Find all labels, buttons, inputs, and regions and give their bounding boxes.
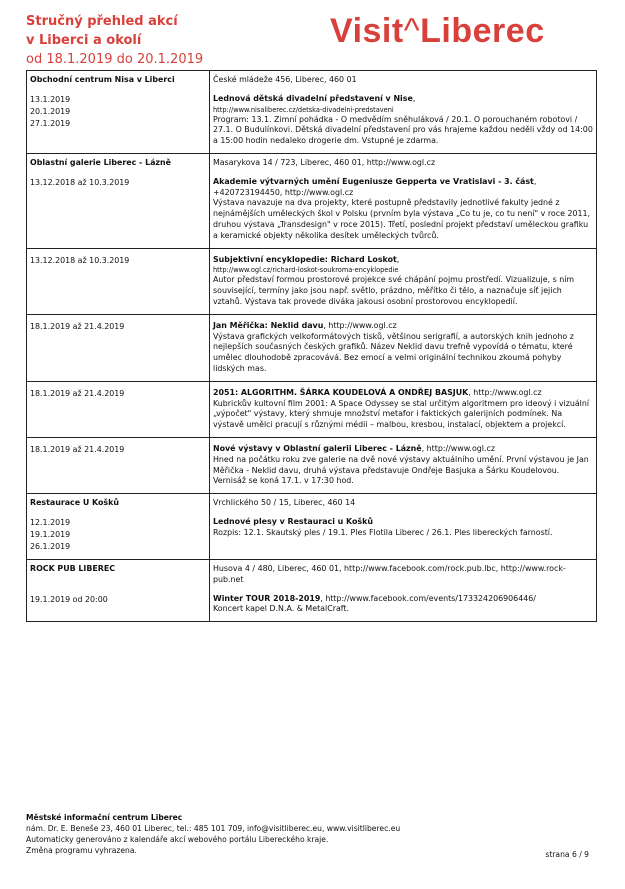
event-date: 18.1.2019 až 21.4.2019 <box>30 321 125 331</box>
event-row <box>27 91 597 154</box>
logo-liberec: Liberec <box>420 12 545 50</box>
event-url-link[interactable]: http://www.ogl.cz/richard-loskot-soukroma-encyklopedie <box>213 266 399 275</box>
event-date: 12.1.2019 <box>30 517 71 527</box>
logo-caret: ^ <box>403 12 421 50</box>
event-date: 20.1.2019 <box>30 106 71 116</box>
events-table <box>26 70 597 622</box>
venue-address: Husova 4 / 480, Liberec, 460 01, http://www.facebook.com/rock.pub.lbc, http://www.rock-pub.net <box>210 559 597 590</box>
event-description: Výstava grafických velkoformátových tisků, většinou serigrafií, a autorských knih jednoho z nejlepších současných českých grafiků. Název Neklid davu trefně vypovídá o tématu, které umělec dlouhodobě zpracovává. Bez emocí a velmi originální technikou zkoumá pohyby lidských mas. <box>213 331 574 373</box>
footer-note-generated: Automaticky generováno z kalendáře akcí webového portálu Libereckého kraje. <box>26 835 329 844</box>
footer <box>26 812 597 856</box>
event-title: Jan Měřička: Neklid davu <box>213 320 324 330</box>
footer-org: Městské informační centrum Liberec <box>26 813 183 822</box>
event-description: Koncert kapel D.N.A. & MetalCraft. <box>213 604 350 614</box>
page-number: strana 6 / 9 <box>545 850 589 859</box>
venue-address: Vrchlického 50 / 15, Liberec, 460 14 <box>210 494 597 514</box>
event-row <box>27 174 597 248</box>
event-row <box>27 381 597 437</box>
venue-row <box>27 71 597 91</box>
venue-row <box>27 153 597 173</box>
event-title-suffix: , http://www.ogl.cz <box>421 443 495 453</box>
event-row <box>27 248 597 314</box>
event-info <box>210 437 597 493</box>
visit-liberec-logo <box>330 8 545 54</box>
event-title: Akademie výtvarných umění Eugeniusze Gepperta ve Vratislavi - 3. část <box>213 176 534 186</box>
event-date: 13.12.2018 až 10.3.2019 <box>30 255 130 265</box>
venue-name: Obchodní centrum Nisa v Liberci <box>27 71 210 91</box>
venue-row <box>27 494 597 514</box>
event-row <box>27 591 597 622</box>
event-title: 2051: ALGORITHM. ŠÁRKA KOUDELOVÁ A ONDŘEJ BASJUK <box>213 387 469 397</box>
event-date: 26.1.2019 <box>30 541 71 551</box>
event-info <box>210 91 597 154</box>
event-title-suffix: , http://www.ogl.cz <box>468 387 542 397</box>
event-info <box>210 591 597 622</box>
logo-visit: Visit <box>330 12 404 50</box>
event-dates <box>27 437 210 493</box>
event-date: 13.1.2019 <box>30 94 71 104</box>
event-title: Lednová dětská divadelní představení v Nise <box>213 93 413 103</box>
title-line-2: v Liberci a okolí <box>26 33 142 48</box>
event-title: Lednové plesy v Restauraci u Košků <box>213 516 373 526</box>
venue-address: Masarykova 14 / 723, Liberec, 460 01, http://www.ogl.cz <box>210 153 597 173</box>
venue-address: České mládeže 456, Liberec, 460 01 <box>210 71 597 91</box>
event-date: 19.1.2019 <box>30 529 71 539</box>
event-dates <box>27 514 210 560</box>
footer-contact: nám. Dr. E. Beneše 23, 460 01 Liberec, tel.: 485 101 709, info@visitliberec.eu, www.visitliberec.eu <box>26 824 401 833</box>
event-dates <box>27 91 210 154</box>
event-description: Autor představí formou prostorové projekce své chápání pojmu prostředí. Vizualizuje, s ním související, termíny jako jsou např. světlo, prázdno, měřítko či tělo, a naznačuje síť jejich vztahů. Výstava tak provede diváka jakousi osobní prostorovou encyklopedií. <box>213 275 575 306</box>
event-row <box>27 437 597 493</box>
footer-note-changes: Změna programu vyhrazena. <box>26 846 137 855</box>
event-dates <box>27 174 210 248</box>
event-title-suffix: , http://www.ogl.cz <box>323 320 397 330</box>
event-description: Hned na počátku roku zve galerie na dvě nové výstavy aktuálního umění. První výstavou je Jan Měřička - Neklid davu, druhá výstava představuje Ondřeje Basjuka a Šárku Koudelovou. Vernisáž se koná 17.1. v 17:30 hod. <box>213 454 589 486</box>
event-date: 19.1.2019 od 20:00 <box>30 594 108 604</box>
venue-row <box>27 559 597 590</box>
event-row <box>27 314 597 381</box>
event-title-suffix: , <box>412 93 416 103</box>
event-info <box>210 314 597 381</box>
report-title <box>26 12 203 69</box>
venue-name: Restaurace U Košků <box>27 494 210 514</box>
event-info <box>210 514 597 560</box>
event-info <box>210 381 597 437</box>
event-dates <box>27 591 210 622</box>
event-info <box>210 248 597 314</box>
event-title-suffix: , http://www.facebook.com/events/173324206906446/ <box>320 593 536 603</box>
event-date: 18.1.2019 až 21.4.2019 <box>30 444 125 454</box>
event-description: Program: 13.1. Zimní pohádka - O medvědím sněhuláková / 20.1. O porouchaném robotovi / 27.1. O Budulínkovi. Dětská divadelní představení pro vás hrajeme každou neděli vždy od 14:00 a 15:00 hodin nedaleko drogerie dm. Vstupné je zdarma. <box>213 114 593 146</box>
event-dates <box>27 314 210 381</box>
event-title-suffix: , <box>396 254 400 264</box>
title-line-1: Stručný přehled akcí <box>26 14 178 29</box>
event-description: Rozpis: 12.1. Skautský ples / 19.1. Ples Flotila Liberec / 26.1. Ples libereckých farností. <box>213 527 553 537</box>
event-row <box>27 514 597 560</box>
event-dates <box>27 381 210 437</box>
event-title: Winter TOUR 2018-2019 <box>213 593 321 603</box>
venue-name: ROCK PUB LIBEREC <box>27 559 210 590</box>
event-date: 27.1.2019 <box>30 118 71 128</box>
event-description: Výstava navazuje na dva projekty, které postupně představily jednotlivé fakulty jedné z nejnámějších uměleckých škol v Polsku (prvním byla výstava „Co tu je, co tu není" v roce 2011, druhou výstava „Transdesign" v roce 2015). Třetí, poslední projekt představí uměleckou grafiku a keramické objekty několika desítek uměleckých tvůrců. <box>213 198 591 240</box>
venue-name: Oblastní galerie Liberec - Lázně <box>27 153 210 173</box>
event-dates <box>27 248 210 314</box>
event-date: 18.1.2019 až 21.4.2019 <box>30 388 125 398</box>
event-title: Nové výstavy v Oblastní galerii Liberec - Lázně <box>213 443 422 453</box>
event-info <box>210 174 597 248</box>
event-url-link[interactable]: http://www.nisaliberec.cz/detska-divadelni-predstaveni <box>213 105 394 114</box>
event-description: Kubrickův kultovní film 2001: A Space Odyssey se stal určitým algoritmem pro ideový i vizuální „výpočet" výstavy, který shrnuje množství metafor i faktických galerijních podmínek. Na výstavě umělci pracují s různými médii – malbou, kresbou, instalací, objektem a projekcí. <box>213 398 590 430</box>
date-range: od 18.1.2019 do 20.1.2019 <box>26 52 204 67</box>
event-date: 13.12.2018 až 10.3.2019 <box>30 177 130 187</box>
event-title-suffix: , +420723194450, http://www.ogl.cz <box>213 176 537 197</box>
event-title: Subjektivní encyklopedie: Richard Loskot <box>213 254 397 264</box>
